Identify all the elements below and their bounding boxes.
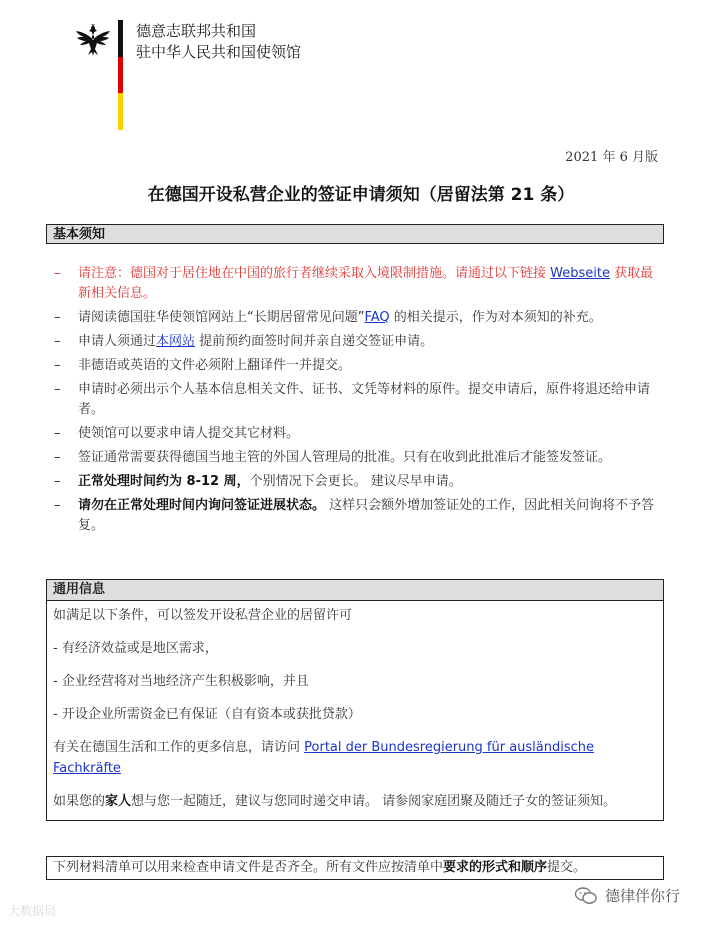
faq-link[interactable]: FAQ (364, 310, 390, 325)
general-info-box (46, 579, 664, 821)
portal-link[interactable]: Portal der Bundesregierung für ausländische Fachkräfte (53, 740, 595, 776)
general-info-body (47, 601, 663, 820)
list-item: – 申请人须通过本网站 提前预约面签时间并亲自递交签证申请。 (54, 334, 434, 349)
appointment-site-link[interactable]: 本网站 (156, 334, 196, 349)
checklist-note: 下列材料清单可以用来检查申请文件是否齐全。所有文件应按清单中要求的形式和顺序提交。 (46, 856, 664, 880)
basic-info-list (52, 264, 662, 540)
list-item: – 申请时必须出示个人基本信息相关文件、证书、文凭等材料的原件。提交申请后，原件将退还给申请者。 (54, 382, 651, 417)
federal-eagle-icon (68, 20, 112, 64)
flag-red (118, 57, 123, 94)
embassy-line-1: 德意志联邦共和国 (136, 22, 257, 40)
condition-item: - 企业经营将对当地经济产生积极影响，并且 (53, 674, 309, 689)
condition-item: - 有经济效益或是地区需求， (53, 641, 218, 656)
list-item: – 请勿在正常处理时间内询问签证进展状态。 这样只会额外增加签证处的工作，因此相关问询将不予答复。 (54, 498, 655, 533)
conditions-intro: 如满足以下条件，可以签发开设私营企业的居留许可 (53, 608, 353, 623)
list-item: – 正常处理时间约为 8-12 周，个别情况下会更长。 建议尽早申请。 (54, 474, 462, 489)
list-item: – 请阅读德国驻华使领馆网站上“长期居留常见问题”FAQ 的相关提示，作为对本须知的补充。 (54, 310, 602, 325)
flag-black (118, 20, 123, 57)
section-heading-general: 通用信息 (47, 580, 663, 601)
more-info-text: 有关在德国生活和工作的更多信息，请访问 Portal der Bundesregierung für ausländische Fachkräfte (53, 740, 595, 776)
embassy-line-2: 驻中华人民共和国使领馆 (136, 43, 302, 61)
german-flag-stripe (118, 20, 123, 130)
flag-gold (118, 93, 123, 130)
edition-date: 2021 年 6 月版 (565, 150, 658, 165)
condition-item: - 开设企业所需资金已有保证（自有资本或获批贷款） (53, 707, 361, 722)
embassy-name (136, 21, 396, 63)
webseite-link[interactable]: Webseite (550, 266, 610, 281)
section-heading-basic: 基本须知 (46, 224, 664, 244)
family-note: 如果您的家人想与您一起随迁，建议与您同时递交申请。 请参阅家庭团聚及随迁子女的签证须知。 (53, 794, 617, 809)
list-item: – 签证通常需要获得德国当地主管的外国人管理局的批准。只有在收到此批准后才能签发签证。 (54, 450, 612, 465)
wechat-watermark (575, 885, 680, 906)
list-item: – 使领馆可以要求申请人提交其它材料。 (54, 426, 300, 441)
corner-watermark: 大数据局 (8, 904, 57, 918)
watermark-account-name: 德律伴你行 (605, 887, 681, 905)
list-item: – 请注意：德国对于居住地在中国的旅行者继续采取入境限制措施。请通过以下链接 Webseite 获取最新相关信息。 (54, 266, 654, 301)
list-item: – 非德语或英语的文件必须附上翻译件一并提交。 (54, 358, 352, 373)
wechat-icon (575, 887, 597, 905)
document-title: 在德国开设私营企业的签证申请须知（居留法第 21 条） (147, 185, 575, 205)
